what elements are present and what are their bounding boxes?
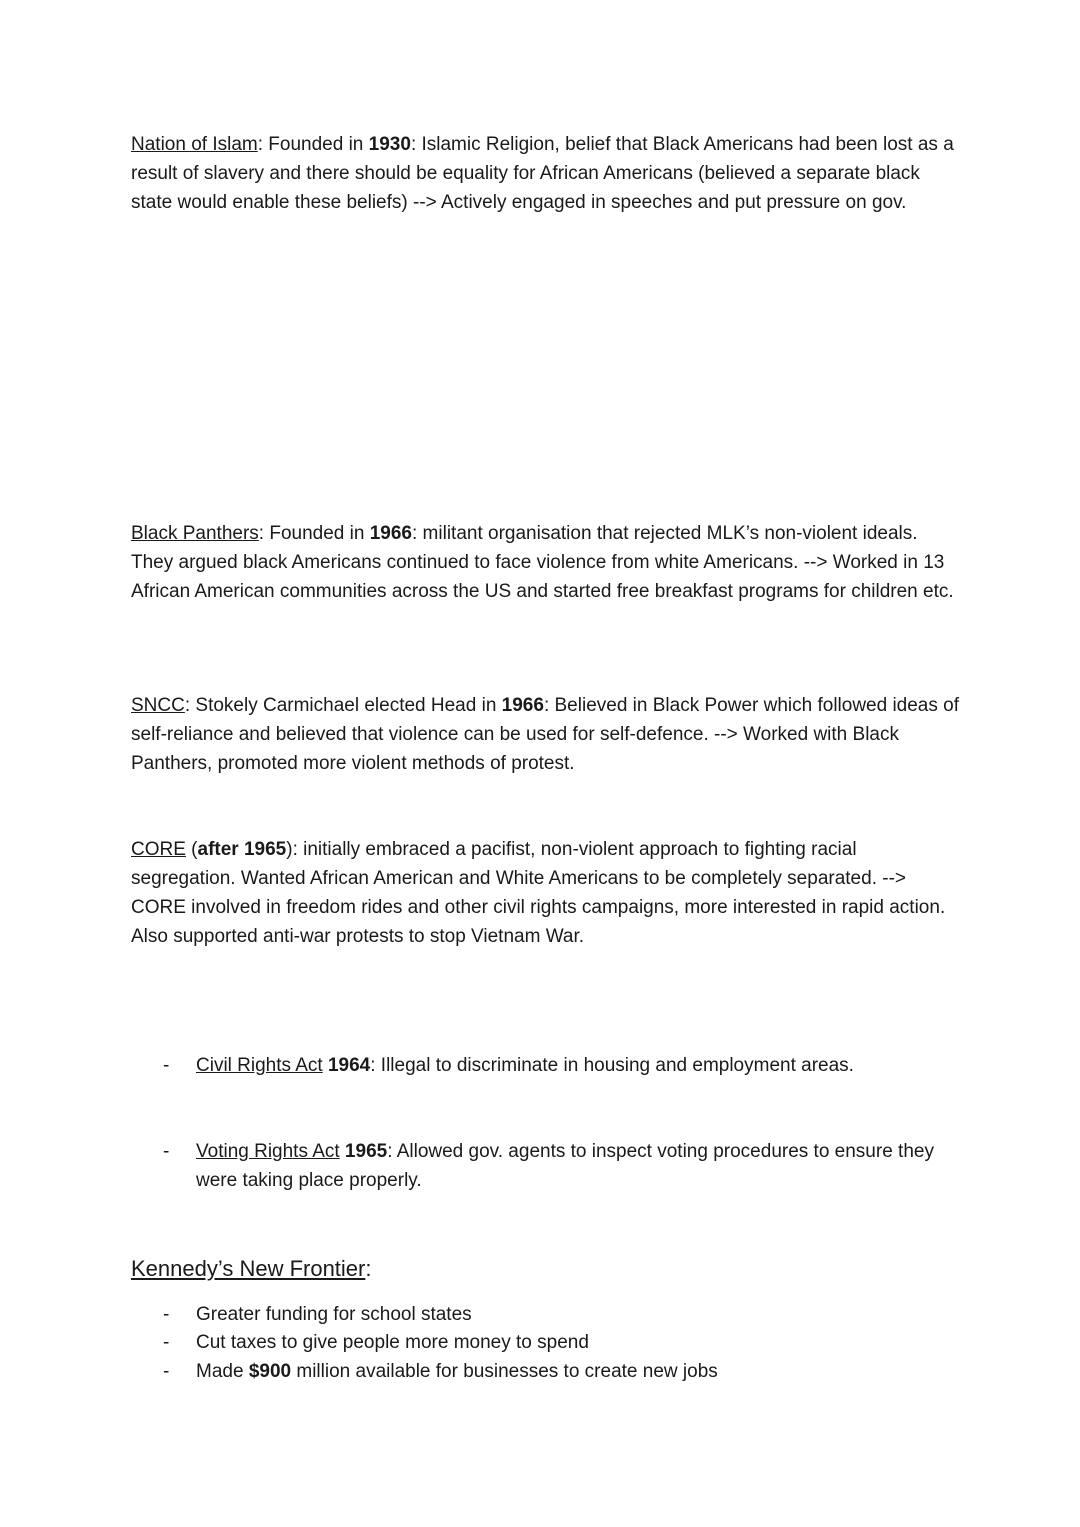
core-paragraph	[131, 835, 961, 951]
core-sep: (	[185, 839, 198, 860]
civil-rights-act-text	[196, 1051, 956, 1080]
new-frontier-item-text: Cut taxes to give people more money to spend	[196, 1332, 589, 1353]
voting-rights-act-desc: : Allowed gov. agents to inspect voting procedures to ensure they were taking place properly.	[196, 1141, 934, 1191]
sncc-sep: : Stokely Carmichael elected Head in	[184, 695, 502, 716]
bullet-dash: -	[163, 1304, 170, 1325]
voting-rights-act-term: Voting Rights Act	[196, 1141, 340, 1162]
civil-rights-act-term: Civil Rights Act	[196, 1055, 323, 1076]
nation-of-islam-paragraph	[131, 130, 961, 217]
bullet-dash: -	[163, 1141, 170, 1162]
black-panthers-sep: : Founded in	[258, 523, 370, 544]
core-qualifier: after 1965	[197, 839, 287, 860]
black-panthers-year: 1966	[369, 523, 412, 544]
sncc-text: : Believed in Black Power which followed ideas of self-reliance and believed that violence can be used for self-defence. --> Worked with Black Panthers, promoted more violent methods of protest.	[131, 695, 960, 774]
nation-of-islam-term: Nation of Islam	[131, 134, 258, 155]
new-frontier-heading	[131, 1254, 372, 1284]
new-frontier-colon: :	[365, 1256, 372, 1281]
sncc-term: SNCC	[131, 695, 185, 716]
core-text: ): initially embraced a pacifist, non-violent approach to fighting racial segregation. Wanted African American and White Americans to be completely separated. --> CORE involved in freedom rides and other civil rights campaigns, more interested in rapid action. Also supported anti-war protests to stop Vietnam War.	[131, 839, 946, 947]
bullet-dash: -	[163, 1361, 170, 1382]
nation-of-islam-year: 1930	[368, 134, 411, 155]
new-frontier-title: Kennedy’s New Frontier	[131, 1256, 366, 1281]
black-panthers-paragraph	[131, 519, 961, 606]
nation-of-islam-text: : Islamic Religion, belief that Black Americans had been lost as a result of slavery and there should be equality for African Americans (believed a separate black state would enable these beliefs) --> Actively engaged in speeches and put pressure on gov.	[131, 134, 954, 213]
new-frontier-item-post: million available for businesses to create new jobs	[291, 1361, 718, 1382]
bullet-dash: -	[163, 1055, 170, 1076]
bullet-dash: -	[163, 1332, 170, 1353]
civil-rights-act-desc: : Illegal to discriminate in housing and employment areas.	[370, 1055, 854, 1076]
sncc-paragraph	[131, 691, 961, 778]
voting-rights-act-year: 1965	[339, 1141, 388, 1162]
sncc-year: 1966	[501, 695, 544, 716]
black-panthers-text: : militant organisation that rejected MLK’s non-violent ideals. They argued black Americans continued to face violence from white Americans. --> Worked in 13 African American communities across the US and started free breakfast programs for children etc.	[131, 523, 954, 602]
new-frontier-amount: $900	[248, 1361, 292, 1382]
core-term: CORE	[131, 839, 186, 860]
civil-rights-act-year: 1964	[322, 1055, 371, 1076]
nation-of-islam-sep: : Founded in	[257, 134, 369, 155]
new-frontier-item-pre: Made	[196, 1361, 249, 1382]
new-frontier-item-text: Greater funding for school states	[196, 1304, 472, 1325]
voting-rights-act-text	[196, 1137, 956, 1195]
new-frontier-item-text	[196, 1357, 956, 1386]
black-panthers-term: Black Panthers	[131, 523, 259, 544]
